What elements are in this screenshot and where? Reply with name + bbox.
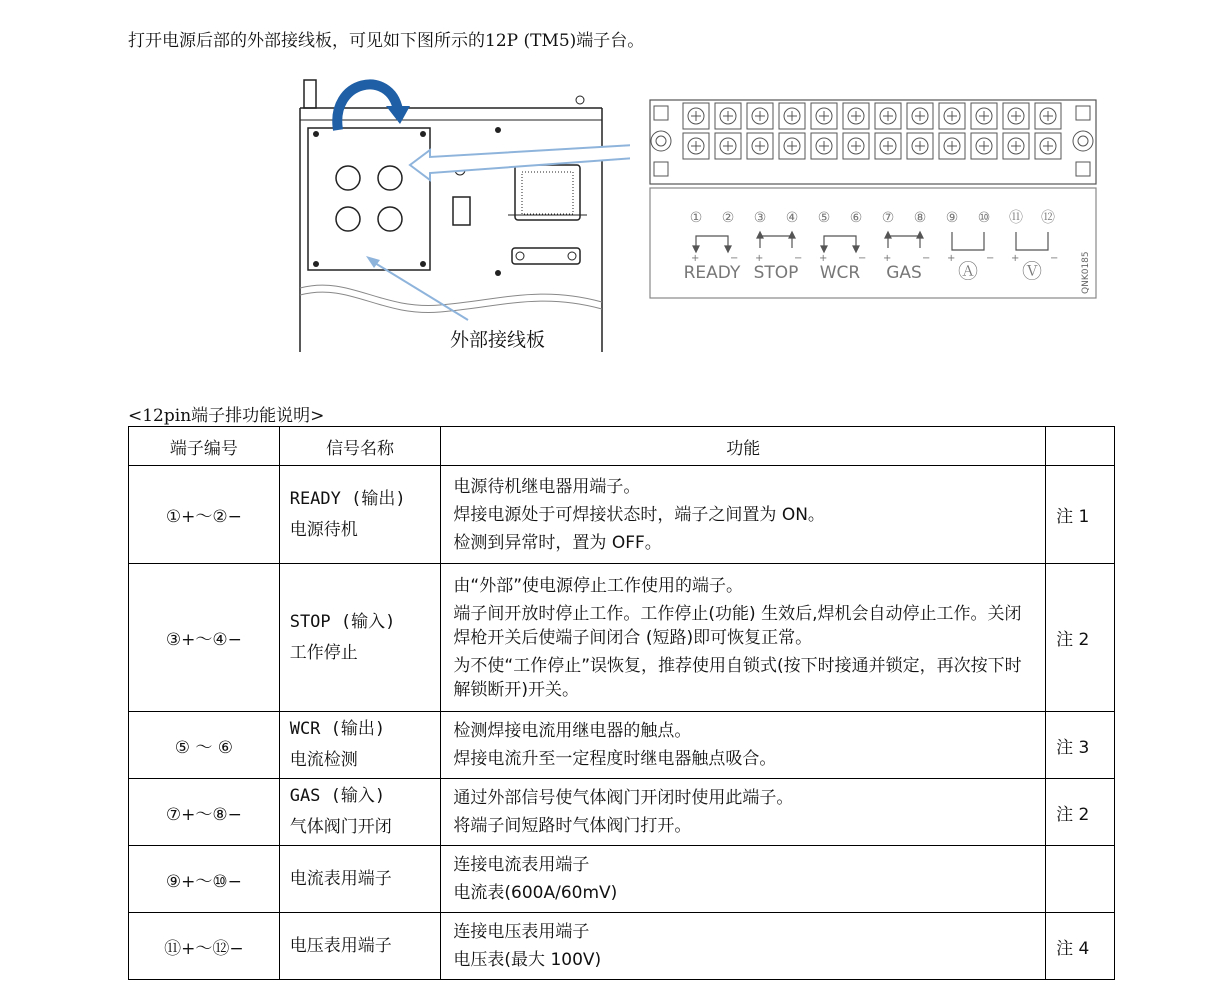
screw-slot [947,111,957,121]
screw-slot [787,141,797,151]
function-description: 检测焊接电流用继电器的触点。 焊接电流升至一定程度时继电器触点吸合。 [441,712,1046,779]
group-label: WCR [819,263,861,283]
minus-sign: − [730,253,739,264]
note: 注 1 [1046,466,1115,564]
table-row [129,779,1115,846]
signal-name: 电流表用端子 [279,846,441,913]
note: 注 2 [1046,564,1115,712]
screw-slot [915,111,925,121]
function-description: 通过外部信号使气体阀门开闭时使用此端子。 将端子间短路时气体阀门打开。 [441,779,1046,846]
plus-sign: + [1011,253,1020,264]
group-labels [684,253,1059,283]
pin-numbers [690,210,1055,226]
screw-slot [691,111,701,121]
note: 注 3 [1046,712,1115,779]
terminal-number: ⑤ ～ ⑥ [129,712,280,779]
screw-slot [979,141,989,151]
pin-number: ⑤ [817,210,831,226]
table-row [129,913,1115,980]
terminal-number: ⑨+～⑩− [129,846,280,913]
minus-sign: − [922,253,931,264]
group-bracket [1016,232,1048,250]
table-caption: <12pin端子排功能说明> [128,406,325,426]
screw-slot [1011,111,1021,121]
pin-number: ⑫ [1041,210,1055,226]
terminal-screws [683,103,1061,159]
group-bracket [952,232,984,250]
pin-number: ④ [785,210,799,226]
pin-function-table [128,426,1115,980]
table-row [129,846,1115,913]
screw-slot [1043,141,1053,151]
screw-slot [819,111,829,121]
group-label: Ⓥ [1022,259,1042,283]
terminal-block-figure [640,96,1100,304]
group-label: GAS [886,263,922,283]
header-function: 功能 [441,427,1046,466]
terminal-number: ⑦+～⑧− [129,779,280,846]
terminal-number: ①+～②− [129,466,280,564]
terminal-number: ⑪+～⑫− [129,913,280,980]
signal-name: GAS (输入) 气体阀门开闭 [279,779,441,846]
screw-slot [851,141,861,151]
screw-slot [691,141,701,151]
signal-name: 电压表用端子 [279,913,441,980]
header-note [1046,427,1115,466]
screw-slot [979,111,989,121]
group-label: Ⓐ [958,259,978,283]
signal-name: STOP (输入) 工作停止 [279,564,441,712]
screw-slot [723,141,733,151]
pin-number: ③ [753,210,767,226]
plus-sign: + [947,253,956,264]
screw-slot [723,111,733,121]
function-description: 连接电流表用端子 电流表(600A/60mV) [441,846,1046,913]
note [1046,846,1115,913]
table-row [129,564,1115,712]
signal-name: READY (输出) 电源待机 [279,466,441,564]
minus-sign: − [858,253,867,264]
pin-number: ⑨ [945,210,959,226]
group-bracket [696,236,728,248]
terminal-number: ③+～④− [129,564,280,712]
screw-slot [947,141,957,151]
panel-label: 外部接线板 [450,329,546,351]
note: 注 4 [1046,913,1115,980]
group-label: STOP [753,263,799,283]
plus-sign: + [755,253,764,264]
group-bracket [888,236,920,248]
pin-number: ② [721,210,735,226]
table-row [129,712,1115,779]
pin-number: ⑧ [913,210,927,226]
plus-sign: + [819,253,828,264]
minus-sign: − [794,253,803,264]
screw-slot [755,141,765,151]
figure-code: QNK0185 [1081,251,1091,294]
pin-number: ⑩ [977,210,991,226]
header-signal-name: 信号名称 [279,427,441,466]
screw-slot [1011,141,1021,151]
minus-sign: − [1050,253,1059,264]
screw-slot [883,111,893,121]
screw-slot [819,141,829,151]
screw-slot [1043,111,1053,121]
signal-name: WCR (输出) 电流检测 [279,712,441,779]
pin-number: ① [689,210,703,226]
note: 注 2 [1046,779,1115,846]
pin-number: ⑪ [1009,210,1023,226]
screw-slot [851,111,861,121]
screw-slot [787,111,797,121]
group-bracket [760,236,792,248]
table-header-row [129,427,1115,466]
header-terminal-no: 端子编号 [129,427,280,466]
function-description: 电源待机继电器用端子。 焊接电源处于可焊接状态时，端子之间置为 ON。 检测到异常时，置为 OFF。 [441,466,1046,564]
pin-number: ⑦ [881,210,895,226]
function-description: 连接电压表用端子 电压表(最大 100V) [441,913,1046,980]
table-row [129,466,1115,564]
group-brackets [693,232,1048,252]
minus-sign: − [986,253,995,264]
screw-slot [915,141,925,151]
group-bracket [824,236,856,248]
rear-panel-figure [290,70,630,355]
intro-text: 打开电源后部的外部接线板，可见如下图所示的12P (TM5)端子台。 [128,31,645,51]
group-label: READY [683,263,741,283]
pin-number: ⑥ [849,210,863,226]
screw-slot [755,111,765,121]
plus-sign: + [691,253,700,264]
function-description: 由“外部”使电源停止工作使用的端子。 端子间开放时停止工作。工作停止(功能) 生效后,焊机会自动停止工作。关闭焊枪开关后使端子间闭合 (短路)即可恢复正常。 为不使“工作停止”误恢复，推荐使用自锁式(按下时接通并锁定，再次按下时解锁断开)开关。 [441,564,1046,712]
plus-sign: + [883,253,892,264]
screw-slot [883,141,893,151]
